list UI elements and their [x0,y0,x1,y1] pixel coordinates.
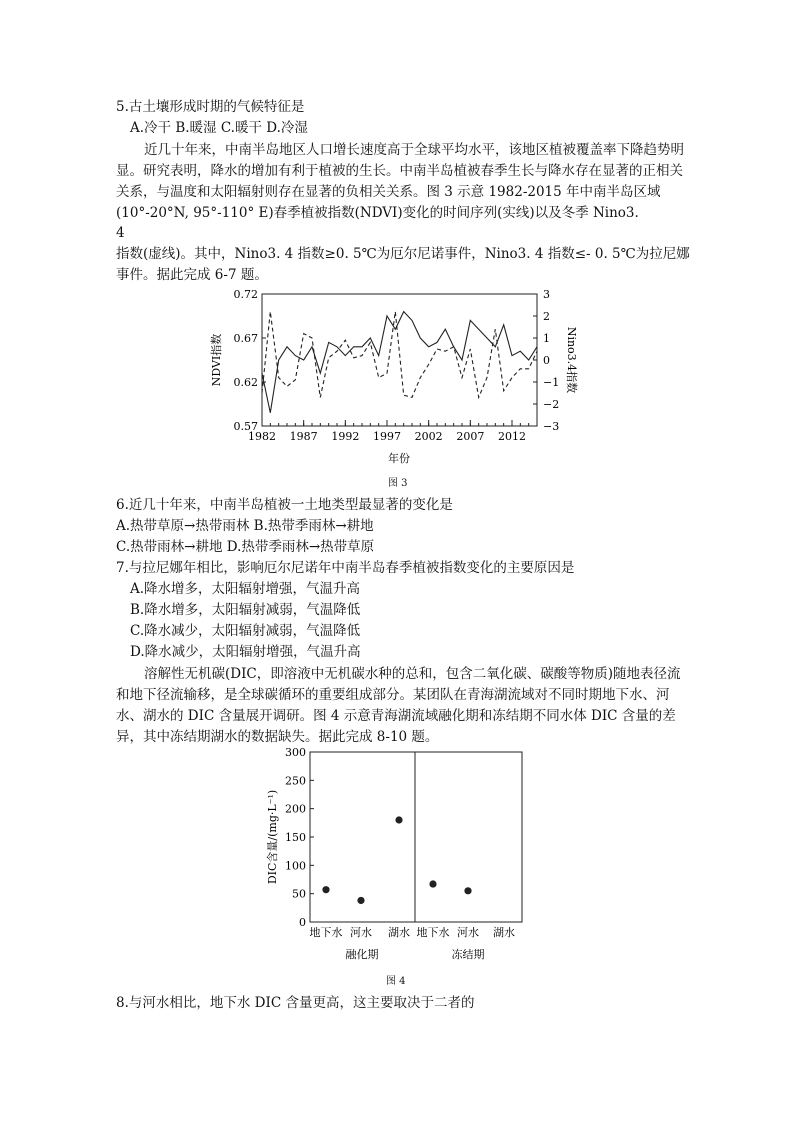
dic-axis-label: DIC含量/(mg·L⁻¹) [266,789,279,885]
nino-axis-label: Nino3.4指数 [565,326,578,394]
dic-tick-label: 50 [292,887,306,901]
nino-tick-label: 3 [543,288,550,301]
category-label: 地下水 [416,926,450,939]
nino-tick-label: −2 [543,398,560,411]
period-label-freezing: 冻结期 [451,948,485,961]
nino-tick-label: 0 [543,354,550,367]
ndvi-tick-label: 0.72 [233,288,258,301]
year-tick-label: 1987 [289,430,318,443]
year-tick-label: 1982 [248,430,276,443]
dic-data-point [464,887,471,894]
ndvi-axis-label: NDVI指数 [210,333,223,387]
dic-tick-label: 300 [285,746,306,759]
ndvi-tick-label: 0.57 [233,420,258,433]
dic-tick-label: 250 [285,774,306,788]
q8-stem: 8.与河水相比，地下水 DIC 含量更高，这主要取决于二者的 [116,995,475,1011]
passage-2: 溶解性无机碳(DIC，即溶液中无机碳水种的总和，包含二氧化碳、碳酸等物质)随地表径流和地下径流输移，是全球碳循环的重要组成部分。某团队在青海湖流域对不同时期地下水、河水、湖水的 DIC 含量展开调研。图 4 示意青海湖流域融化期和冻结期不同水体 DIC 含量的差异，其中冻结期湖水的数据缺失。据此完成 8-10 题。 [116,666,681,745]
ndvi-tick-label: 0.62 [233,376,258,389]
nino-tick-label: 1 [543,332,550,345]
nino34-series-line [262,312,537,398]
year-tick-label: 1997 [373,430,401,443]
dic-tick-label: 200 [285,802,306,816]
category-label: 地下水 [309,926,343,939]
dic-data-point [429,880,436,887]
dic-data-point [395,816,402,823]
passage-1-cont1: 4 [116,225,125,241]
dic-tick-label: 150 [285,831,306,844]
nino-tick-label: 2 [543,310,550,323]
passage-1-cont2: 指数(虚线)。其中，Nino3. 4 指数≥0. 5℃为厄尔尼诺事件，Nino3. 4 指数≤- 0. 5℃为拉尼娜 [116,246,690,262]
year-tick-label: 2012 [498,430,526,443]
q5-options: A.冷干 B.暖湿 C.暖干 D.冷湿 [130,120,308,136]
category-label: 河水 [457,926,479,939]
q5-stem: 5.古土壤形成时期的气候特征是 [116,99,305,115]
dic-data-point [322,886,329,893]
figure-3-line-chart [200,284,580,484]
figure-4-scatter-chart [260,744,530,966]
year-axis-label: 年份 [388,452,410,465]
figure-4-caption: 图 4 [386,976,406,987]
q7-option-c: C.降水减少，太阳辐射减弱，气温降低 [130,623,361,639]
period-label-melting: 融化期 [345,948,379,961]
q6-options-ab: A.热带草原→热带雨林 B.热带季雨林→耕地 [116,518,374,534]
ndvi-series-line [262,312,537,413]
dic-tick-label: 100 [285,859,306,873]
q6-options-cd: C.热带雨林→耕地 D.热带季雨林→热带草原 [116,539,375,555]
ndvi-tick-label: 0.67 [233,332,258,345]
year-tick-label: 2002 [414,430,443,443]
category-label: 湖水 [388,926,410,939]
year-tick-label: 1992 [331,430,360,443]
figure-3-caption: 图 3 [388,478,408,489]
q7-option-a: A.降水增多，太阳辐射增强，气温升高 [130,581,361,597]
year-tick-label: 2007 [456,430,485,443]
passage-1-cont3: 事件。据此完成 6-7 题。 [116,267,268,283]
q7-stem: 7.与拉尼娜年相比，影响厄尔尼诺年中南半岛春季植被指数变化的主要原因是 [116,560,575,576]
q7-option-b: B.降水增多，太阳辐射减弱，气温降低 [130,602,361,618]
q6-stem: 6.近几十年来，中南半岛植被一土地类型最显著的变化是 [116,497,453,513]
category-label: 湖水 [493,926,515,939]
dic-data-point [357,897,364,904]
passage-1: 近几十年来，中南半岛地区人口增长速度高于全球平均水平，该地区植被覆盖率下降趋势明显。研究表明，降水的增加有利于植被的生长。中南半岛植被春季生长与降水存在显著的正相关关系，与温度和太阳辐射则存在显著的负相关关系。图 3 示意 1982-2015 年中南半岛区域(10°-20°N, 95°-110° E)春季植被指数(NDVI)变化的时间序列(实线)以及冬季 Nino3. [116,142,684,221]
nino-tick-label: −3 [543,420,560,433]
nino-tick-label: −1 [543,376,560,389]
dic-tick-label: 0 [299,916,306,929]
category-label: 河水 [350,926,372,939]
q7-option-d: D.降水减少，太阳辐射增强，气温升高 [130,644,361,660]
